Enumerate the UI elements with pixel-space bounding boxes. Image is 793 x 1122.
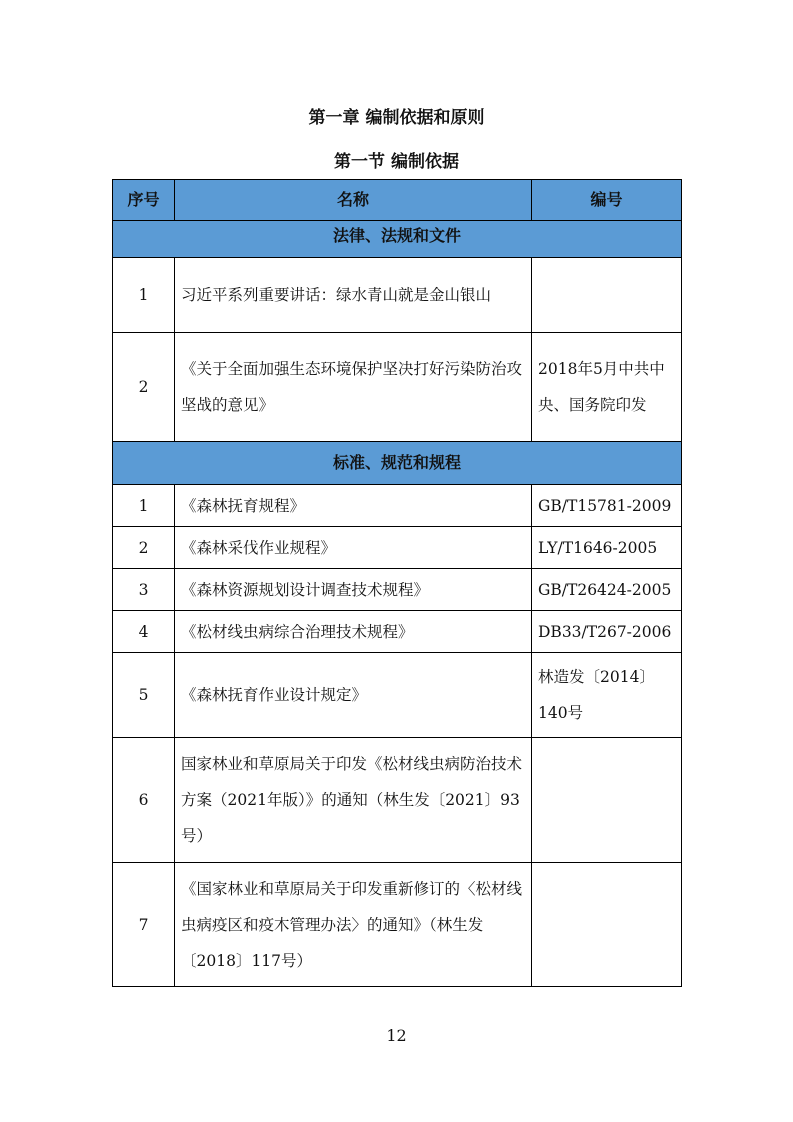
header-name: 名称 xyxy=(175,180,532,221)
row-code xyxy=(532,738,682,863)
row-num: 3 xyxy=(113,569,175,611)
row-name: 《森林抚育作业设计规定》 xyxy=(175,653,532,738)
row-name: 《森林采伐作业规程》 xyxy=(175,527,532,569)
section-title: 第一节 编制依据 xyxy=(334,152,459,172)
table-row xyxy=(113,653,682,738)
row-code: GB/T26424-2005 xyxy=(532,569,682,611)
table-row xyxy=(113,258,682,333)
row-code xyxy=(532,863,682,987)
table-row xyxy=(113,569,682,611)
row-num: 6 xyxy=(113,738,175,863)
basis-table xyxy=(112,179,682,987)
row-code: DB33/T267-2006 xyxy=(532,611,682,653)
row-code: GB/T15781-2009 xyxy=(532,485,682,527)
row-num: 4 xyxy=(113,611,175,653)
row-name: 国家林业和草原局关于印发《松材线虫病防治技术方案（2021年版）》的通知（林生发〔2021〕93号） xyxy=(175,738,532,863)
table-row xyxy=(113,333,682,442)
table-row xyxy=(113,527,682,569)
row-name: 习近平系列重要讲话：绿水青山就是金山银山 xyxy=(175,258,532,333)
row-name: 《森林资源规划设计调查技术规程》 xyxy=(175,569,532,611)
row-code: LY/T1646-2005 xyxy=(532,527,682,569)
row-code: 林造发〔2014〕140号 xyxy=(532,653,682,738)
section-title-standards: 标准、规范和规程 xyxy=(113,442,682,485)
header-code: 编号 xyxy=(532,180,682,221)
row-name: 《森林抚育规程》 xyxy=(175,485,532,527)
section-title-laws: 法律、法规和文件 xyxy=(113,221,682,258)
row-name: 《关于全面加强生态环境保护坚决打好污染防治攻坚战的意见》 xyxy=(175,333,532,442)
row-num: 1 xyxy=(113,258,175,333)
table-row xyxy=(113,485,682,527)
table-row xyxy=(113,738,682,863)
row-code: 2018年5月中共中央、国务院印发 xyxy=(532,333,682,442)
table-row xyxy=(113,611,682,653)
section-row-laws xyxy=(113,221,682,258)
header-row xyxy=(113,180,682,221)
row-code xyxy=(532,258,682,333)
row-name: 《国家林业和草原局关于印发重新修订的〈松材线虫病疫区和疫木管理办法〉的通知》（林生发〔2018〕117号） xyxy=(175,863,532,987)
row-num: 5 xyxy=(113,653,175,738)
row-num: 2 xyxy=(113,527,175,569)
row-name: 《松材线虫病综合治理技术规程》 xyxy=(175,611,532,653)
table-row xyxy=(113,863,682,987)
row-num: 2 xyxy=(113,333,175,442)
section-row-standards xyxy=(113,442,682,485)
header-num: 序号 xyxy=(113,180,175,221)
page-number: 12 xyxy=(386,1026,407,1045)
row-num: 1 xyxy=(113,485,175,527)
chapter-title: 第一章 编制依据和原则 xyxy=(308,108,485,128)
row-num: 7 xyxy=(113,863,175,987)
